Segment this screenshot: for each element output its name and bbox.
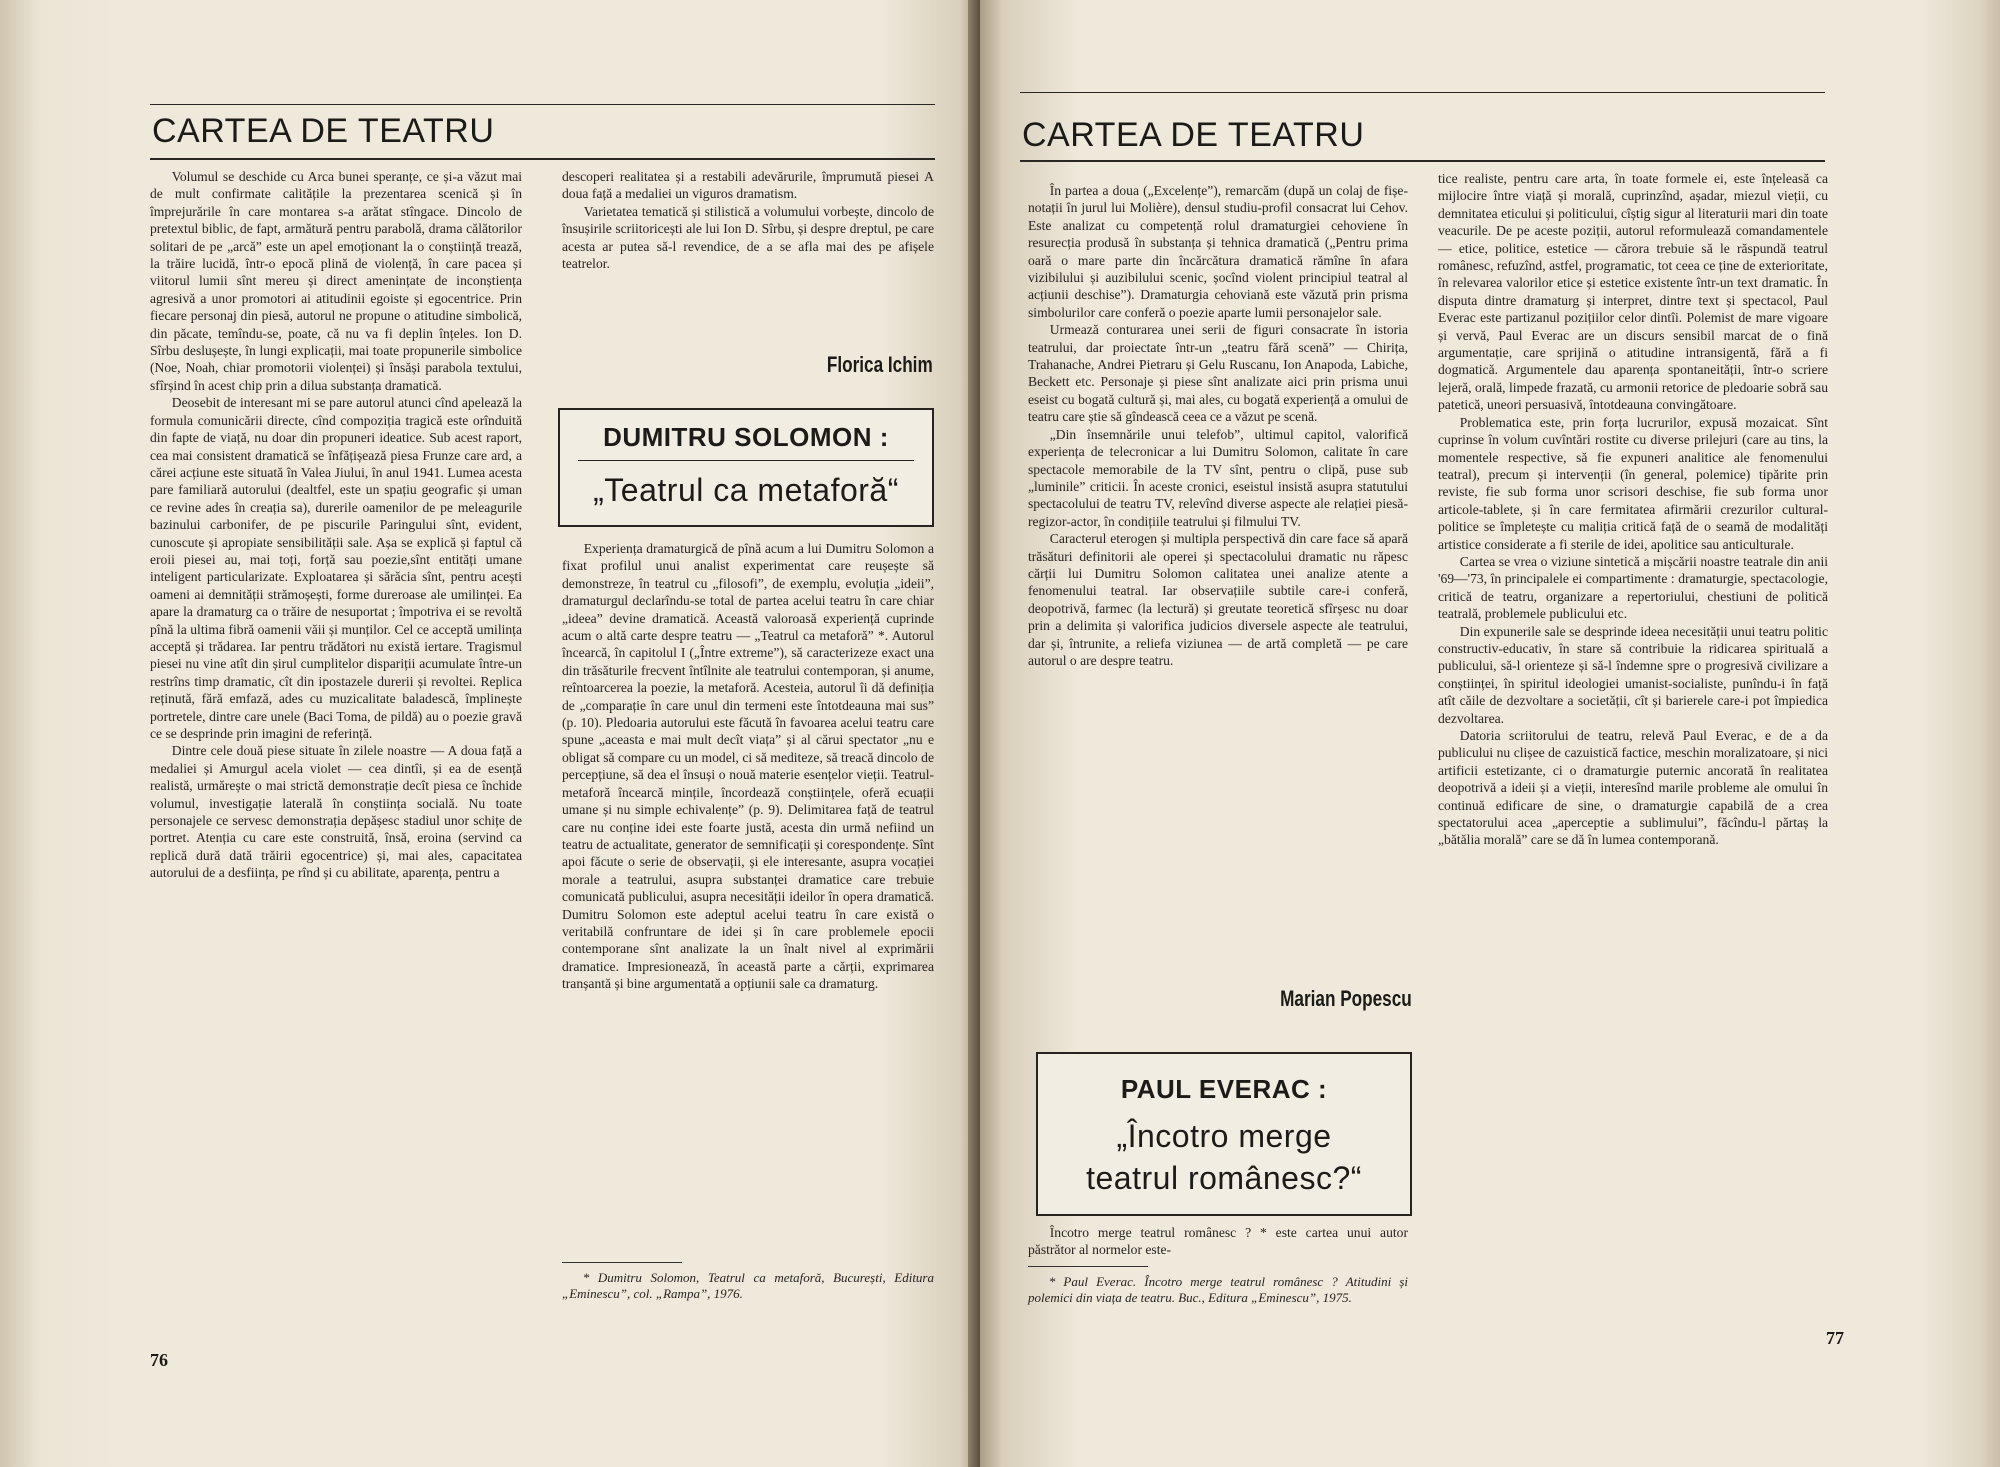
paragraph: Datoria scriitorului de teatru, relevă Paul Everac, e de a da publicului nu clișee de cazuistică factice, meschin moralizatoare, și nici artificii estetizante, ci o dramaturgie puternic ancorată în realitatea deopotrivă a ideii și a vieții, interesînd marile probleme ale omului în continuă edificare de sine, o dramaturgie capabilă de a crea spectatorului acea „aperceptie a sublimului”, făcîndu-l părtaș la „bătălia morală” care se dă în lumea contemporană. [1438, 728, 1828, 848]
article-title-line-2: teatrul românesc?“ [1086, 1160, 1362, 1196]
article-title-box-solomon [558, 408, 934, 527]
right-column-2 [1438, 170, 1828, 849]
paragraph: În partea a doua („Excelențe”), remarcăm (după un colaj de fișe-notații în jurul lui Molière), densul studiu-profil consacrat lui Cehov. Este analizat cu competență rolul dramaturgiei cehoviene în resurecția produsă în substanța și tehnica dramatică („Pentru prima oară o mare parte din încărcătura dramatică rămîne în afara vizibilului și auzibilului scenic, șocînd violent principiul teatral al acțiunii deschise”). Dramaturgia cehoviană este văzută prin prisma simbolurilor care conferă o poezie aparte lumii personajelor sale. [1028, 183, 1408, 320]
signature-marian-popescu: Marian Popescu [1280, 986, 1412, 1011]
left-page [0, 0, 980, 1467]
paragraph: Volumul se deschide cu Arca bunei speranțe, ce și-a văzut mai de mult confirmate calitățile la prezentarea scenică și în împrejurările în care montarea s-a arătat stîngace. Dincolo de pretextul biblic, de fapt, armătură pentru parabolă, drama călătorilor solitari de pe „arcă” este un apel emoționant la o conștiință trează, la trăire lucidă, într-o epocă plină de violență, în care pacea și viitorul lumii sînt mereu și direct amenințate de inconștiența agresivă a unor promotori ai atitudinii egoiste și egocentrice. Prin fiecare personaj din piesă, autorul ne propune o atitudine simbolică, din păcate, temîndu-se, poate, că nu va fi deplin înțeles. Ion D. Sîrbu deslușește, în lungi explicații, mai toate propunerile simbolice (Noe, Noah, chiar promotorii violenței) și însăși parabola textului, sfîrșind în acest chip prin a dilua substanța dramatică. [150, 169, 522, 393]
paragraph: Varietatea tematică și stilistică a volumului vorbește, dincolo de însușirile scriitoricești ale lui Ion D. Sîrbu, și despre dreptul, pe care acesta ar putea să-l revendice, de a se afla mai des pe afișele teatrelor. [562, 203, 934, 272]
article-title: „Teatrul ca metaforă“ [593, 472, 899, 508]
left-column-2-bottom [562, 540, 934, 993]
paragraph: Problematica este, prin forța lucrurilor, expusă mozaicat. Sînt cuprinse în volum cuvîntări rostite cu diverse prilejuri (care au tins, la momentele respective, să fie expuneri analitice ale fenomenului teatral), precum și intervenții (în general, polemice) tipărite prin reviste, fie sub forma unor scrisori deschise, fie sub forma unor articole-tablete, și în care fermitatea afirmării crezurilor cultural-politice se împletește cu maliția critică față de o seamă de modalități artistice considerate a fi sterile de idei, apolitice sau anticulturale. [1438, 414, 1828, 552]
article-author: DUMITRU SOLOMON : [603, 422, 889, 452]
right-page [980, 0, 2000, 1467]
paragraph: tice realiste, pentru care arta, în toate formele ei, este înțeleasă ca mijlocire între viață și morală, cuprinzînd, așadar, miezul vieții, cu demnitatea eticului și politicului, cîștig sigur al literaturii mari din toate veacurile. De pe aceste poziții, autorul reformulează comandamentele — etice, politice, estetice — cărora trebuie să le răspundă teatrul românesc, refuzînd, astfel, programatic, tot ceea ce ține de exterioritate, în relevarea valorilor etice și estetice existente într-un text dramatic. În disputa dintre dramaturg și interpret, dintre text și spectacol, Paul Everac este partizanul pozițiilor celor dintîi. Polemist de mare vigoare și vervă, Paul Everac are un discurs sensibil marcat de o fină argumentație, care sprijină o atitudine intransigentă, fără a fi dogmatică. Argumentele dau aparența spontaneității, într-o scriere lejeră, orală, limpede frazată, cu armonii retorice de pledoarie sobră sau patetică, uneori persuasivă, întotdeauna convingătoare. [1438, 171, 1828, 413]
paragraph: Caracterul eterogen și multipla perspectivă din care face să apară trăsături definitorii ale operei și spectacolului dramatic nu răpesc cărții lui Dumitru Solomon calitatea unei analize atente a fenomenului teatral. Iar observațiile subtile care-i conferă, deopotrivă, farmec (la lectură) și greutate teoretică sfîrșesc nu doar prin a delimita și valorifica judicios diversele aspecte ale teatrului, dar și, întrunite, a reliefa viziunea — de artă completă — pe care autorul o are despre teatru. [1028, 531, 1408, 668]
header-rule-top [1020, 92, 1825, 93]
header-rule-bottom [150, 158, 935, 160]
footnote-rule [1028, 1266, 1148, 1267]
article-title-box-everac [1036, 1052, 1412, 1216]
footnote-rule [562, 1262, 682, 1263]
right-page-header: CARTEA DE TEATRU [1022, 116, 1365, 154]
footnote-solomon: * Dumitru Solomon, Teatrul ca metaforă, București, Editura „Eminescu”, col. „Rampa”, 1976. [562, 1270, 934, 1301]
header-rule-top [150, 104, 935, 105]
left-page-header: CARTEA DE TEATRU [152, 112, 495, 150]
paragraph: Încotro merge teatrul românesc ? * este cartea unui autor păstrător al normelor este- [1028, 1225, 1408, 1258]
paragraph: Din expunerile sale se desprinde ideea necesității unui teatru politic constructiv-educativ, în stare să contribuie la ridicarea spirituală a publicului, să-l orienteze și să-l îndemne spre o progresivă civilizare a conștiinței, în spiritul ideologiei umanist-socialiste, punîndu-i în față atît căile de dezvoltare a societății, cît și barierele care-i pot împiedica dezvoltarea. [1438, 623, 1828, 726]
paragraph: Dintre cele două piese situate în zilele noastre — A doua față a medaliei și Amurgul acela violet — cea dintîi, și ea de esență realistă, urmărește o mai strictă demonstrație decît piesa ce închide volumul, investigație laterală în conștiința socială. Nu toate personajele ce servesc demonstrația depășesc stadiul unor schițe de portret. Atenția cu care este construită, însă, eroina (servind ca replică dură dată trăirii egocentrice) și, mai ales, capacitatea autorului de a desființa, pe rînd și cu abilitate, aparența, pentru a [150, 743, 522, 881]
right-column-1-bottom [1028, 1224, 1408, 1259]
paragraph: Deosebit de interesant mi se pare autorul atunci cînd apelează la formula comunicării directe, cînd compoziția tragică este orînduită din fapte de viață, nu doar din propuneri ideatice. Sub acest raport, cea mai consistent dramatică se înfățișează piesa Frunze care ard, a cărei acțiune este situată în Valea Jiului, în anul 1941. Lumea acesta pare familiară autorului (dealtfel, este un spațiu geografic și uman ce revine ades în creația sa), durerile oamenilor de pe meleagurile bazinului carbonifer, de pe piscurile Paringului sînt, evident, cunoscute și apropiate sensibilității sale. Așa se explică și faptul că eroii piesei au, mai toți, forță sau poezie,sînt entități umane inteligent particularizate. Exploatarea și sărăcia sînt, pentru acești oameni ai demnității strămoșești, forme dureroase ale umilinței. Ea apare la dramaturg ca o trăire de nesuportat ; împotriva ei se revoltă pînă la ultima fibră oamenii văii și munților. Cel ce acceptă umilința acceptă și trădarea. Iar pentru trădători nu există iertare. Tragismul piesei nu vine atît din șirul cumplitelor dispariții acumulate între-un restrîns timp dramatic, cît din ipostazele durerii și revoltei. Replica reținută, fără emfază, ades cu muzicalitate baladescă, împlinește portretele, dintre care unele (Baci Toma, de pildă) au o poezie gravă ce se desprinde prin imagini de referință. [150, 395, 522, 741]
article-author: PAUL EVERAC : [1120, 1074, 1328, 1104]
paragraph: „Din însemnările unui telefob”, ultimul capitol, valorifică experiența de telecronicar a lui Dumitru Solomon, calitate în care spectacole memorabile de la TV sînt, pentru o clipă, puse sub „luminile” criticii. În aceste cronici, eseistul insistă asupra statutului spectacolului de teatru TV, relevînd diverse aspecte ale relației piesă-regizor-actor, în condițiile teatrului și filmului TV. [1028, 426, 1408, 529]
box-rule [578, 460, 914, 461]
right-column-1 [1028, 182, 1408, 669]
left-column-2-top [562, 168, 934, 272]
left-column-1 [150, 168, 522, 1318]
paragraph: Urmează conturarea unei serii de figuri consacrate în istoria teatrului, dar proiectate într-un „teatru fără scenă” — Chirița, Trahanache, Andrei Pietraru și Gelu Ruscanu, Ion Anapoda, Labiche, Beckett etc. Personaje și piese sînt analizate aici prin prisma unui eseist cu bogată cultură și, mai ales, cu bogată experiență a omului de teatru care știe să gîndească ceea ce a văzut pe scenă. [1028, 322, 1408, 425]
paragraph: Experiența dramaturgică de pînă acum a lui Dumitru Solomon a fixat profilul unui analist experimentat care reușește să demonstreze, în teatrul cu „filosofi”, de exemplu, evoluția „ideii”, dramaturgul declarîndu-se total de partea acelui teatru în care chiar „ideea” devine dramatică. Această valoroasă experiență cuprinde acum o altă carte despre teatru — „Teatrul ca metaforă” *. Autorul încearcă, în capitolul I („Între extreme”), să caracterizeze exact una din trăsăturile frecvent întîlnite ale teatrului contemporan, și anume, reîntoarcerea la poezie, la metaforă. Acesteia, autorul îi dă definiția de „comparație în care unul din termeni este întotdeauna mai sus” (p. 10). Pledoaria autorului este făcută în favoarea acelui teatru care spune „aceasta e mai mult decît viața” și al cărui spectator „nu e obligat să compare cu un model, ci să mediteze, să treacă dincolo de percepțiune, să dea el însuși o nouă materie esențelor vieții. Teatrul-metaforă încearcă mințile, încordează conștiințele, oferă ecuații umane și nu simple echivalențe” (p. 9). Delimitarea față de teatrul care nu conține idei este foarte justă, acesta din urmă nefiind un teatru de actualitate, generator de semnificații și corespondențe. Sînt apoi făcute o serie de observații, și ele interesante, asupra vocației morale a teatrului, asupra substanței dramatice care trebuie comunicată publicului, asupra necesității ideilor în opera dramatică. Dumitru Solomon este adeptul acelui teatru în care există o veritabilă confruntare de idei și în care problemele epocii contemporane sînt analizate la un înalt nivel al exprimării dramatice. Impresionează, în această parte a cărții, exprimarea tranșantă și bine argumentată a opțiunii sale ca dramaturg. [562, 541, 934, 992]
page-number-right: 77 [1826, 1328, 1844, 1348]
header-rule-bottom [1020, 160, 1825, 162]
paragraph: descoperi realitatea și a restabili adevărurile, împrumută piesei A doua față a medaliei un viguros dramatism. [562, 169, 934, 202]
article-title-line-1: „Încotro merge [1116, 1118, 1332, 1154]
footnote-everac: * Paul Everac. Încotro merge teatrul românesc ? Atitudini și polemici din viața de teatru. Buc., Editura „Eminescu”, 1975. [1028, 1274, 1408, 1305]
page-number-left: 76 [150, 1350, 168, 1370]
signature-florica-ichim: Florica Ichim [827, 352, 933, 377]
paragraph: Cartea se vrea o viziune sintetică a mișcării noastre teatrale din anii '69—'73, în principalele ei compartimente : dramaturgie, spectacologie, critică de teatru, organizare a repertoriului, chestiuni de politică teatrală, problemele publicului etc. [1438, 553, 1828, 622]
